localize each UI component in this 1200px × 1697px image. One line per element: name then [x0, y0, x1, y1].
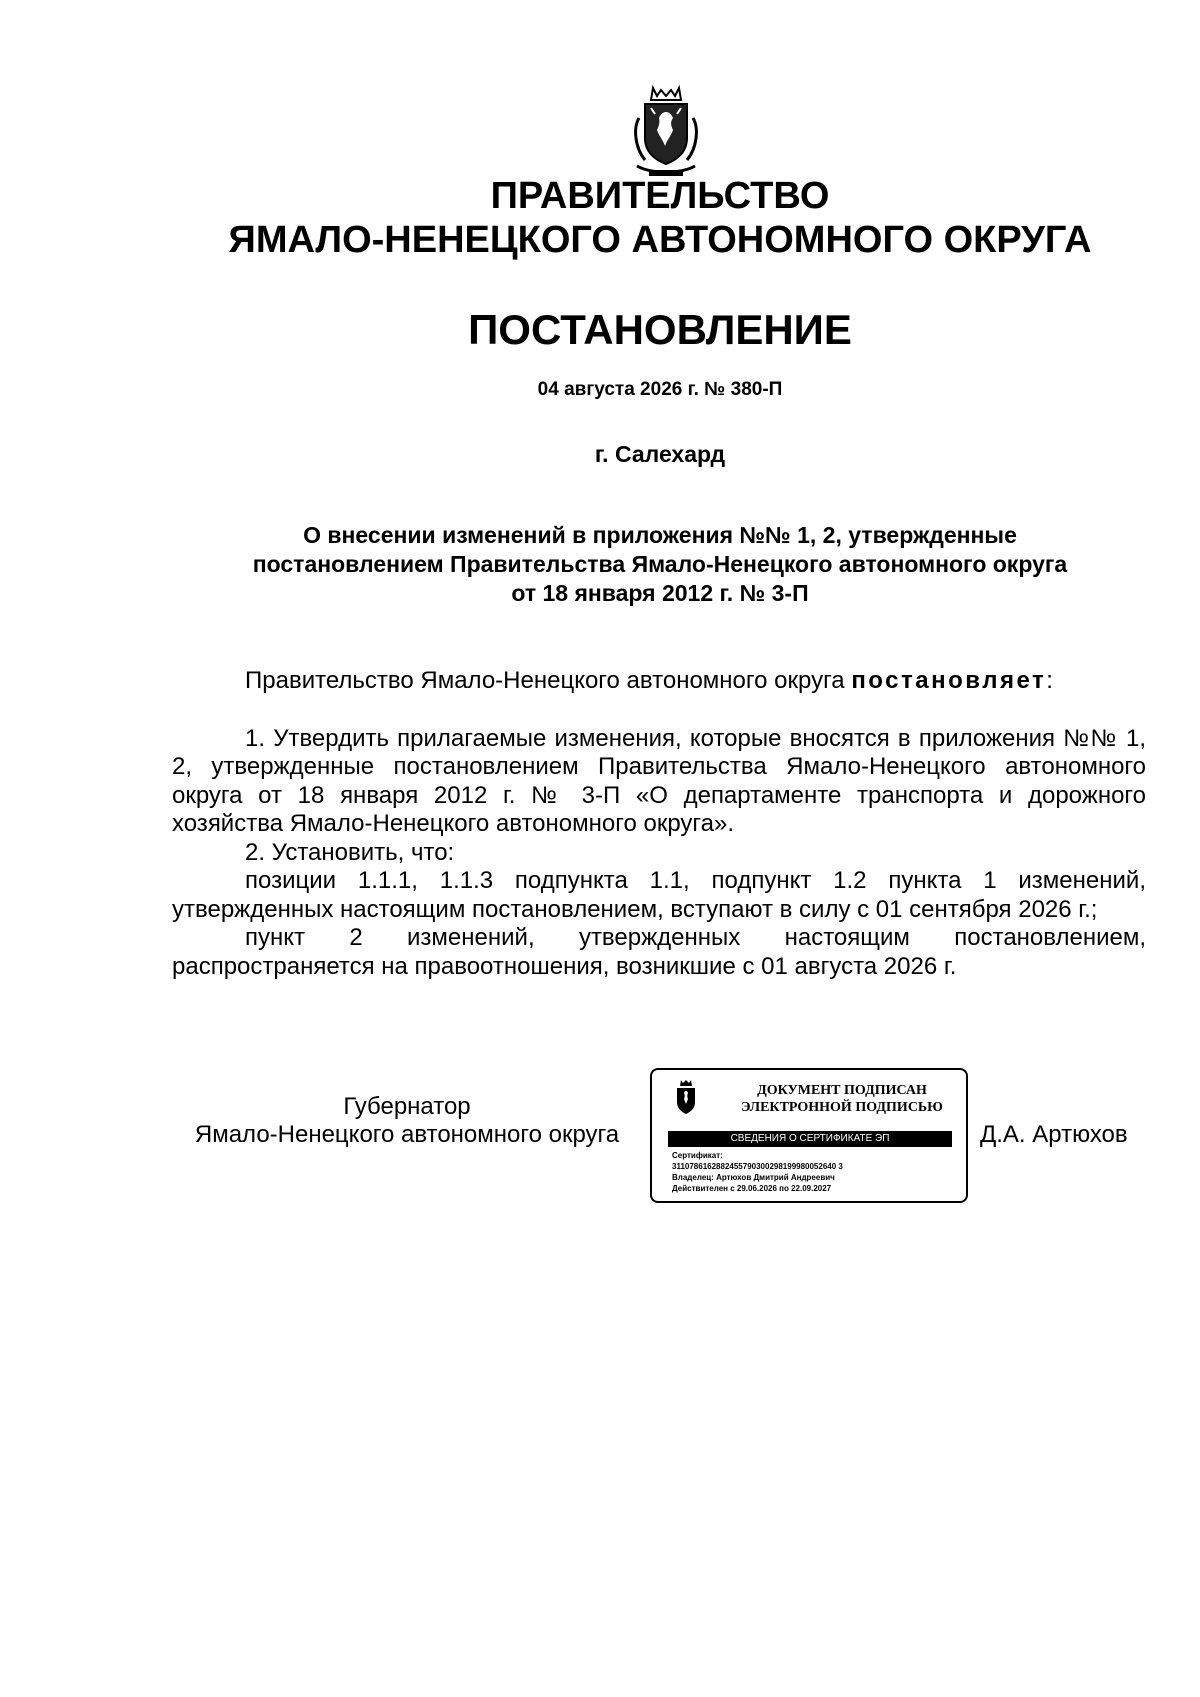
document-body — [172, 667, 1146, 981]
item-2-subparagraph-2: пункт 2 изменений, утвержденных настоящим постановлением, распространяется на правоотношения, возникшие с 01 августа 2026 г. — [172, 924, 1146, 980]
coat-of-arms-emblem — [631, 84, 701, 180]
document-type: ПОСТАНОВЛЕНИЕ — [468, 306, 852, 353]
stamp-heading — [722, 1082, 962, 1116]
preamble-end: : — [1046, 667, 1053, 694]
stamp-emblem-icon — [674, 1078, 698, 1118]
certificate-info-bar: СВЕДЕНИЯ О СЕРТИФИКАТЕ ЭП — [668, 1131, 952, 1147]
item-2-paragraph: 2. Установить, что: — [245, 838, 455, 866]
signatory-position-line1: Губернатор — [343, 1093, 471, 1120]
certificate-label: Сертификат: — [672, 1151, 723, 1160]
signatory-position-line2: Ямало-Ненецкого автономного округа — [194, 1121, 620, 1148]
item-2-subparagraph-1: позиции 1.1.1, 1.1.3 подпункта 1.1, подпункт 1.2 пункта 1 изменений, утвержденных настоящим постановлением, вступают в силу с 01 сентября 2026 г.; — [172, 867, 1146, 923]
certificate-details — [672, 1150, 843, 1194]
electronic-signature-stamp — [650, 1068, 968, 1203]
signatory-name: Д.А. Артюхов — [980, 1121, 1128, 1148]
certificate-owner: Владелец: Артюхов Дмитрий Андреевич — [672, 1173, 835, 1182]
certificate-validity: Действителен с 29.06.2026 по 22.09.2027 — [672, 1184, 832, 1193]
preamble-text: Правительство Ямало-Ненецкого автономного округа — [245, 667, 852, 694]
stamp-heading-line2: ЭЛЕКТРОННОЙ ПОДПИСЬЮ — [741, 1100, 943, 1115]
government-title-line2: ЯМАЛО-НЕНЕЦКОГО АВТОНОМНОГО ОКРУГА — [228, 219, 1092, 261]
document-title — [170, 521, 1150, 608]
document-date-number: 04 августа 2026 г. № 380-П — [537, 379, 783, 400]
document-city: г. Салехард — [594, 441, 726, 467]
certificate-number: 3110786162882455790300298199980052640 3 — [672, 1162, 843, 1171]
document-title-line3: от 18 января 2012 г. № 3-П — [511, 580, 809, 606]
document-title-line2: постановлением Правительства Ямало-Ненецкого автономного округа — [252, 551, 1068, 577]
government-title-line1: ПРАВИТЕЛЬСТВО — [490, 175, 830, 217]
signatory-position — [172, 1093, 642, 1149]
document-title-line1: О внесении изменений в приложения №№ 1, 2, утвержденные — [303, 522, 1017, 548]
item-1-paragraph: 1. Утвердить прилагаемые изменения, которые вносятся в приложения №№ 1, 2, утвержденные постановлением Правительства Ямало-Ненецкого автономного округа от 18 января 2012 г. № 3-П «О департаменте транспорта и дорожного хозяйства Ямало-Ненецкого автономного округа». — [172, 724, 1146, 837]
preamble-action: постановляет — [851, 667, 1047, 694]
stamp-heading-line1: ДОКУМЕНТ ПОДПИСАН — [757, 1083, 927, 1098]
preamble-paragraph — [172, 667, 1146, 696]
